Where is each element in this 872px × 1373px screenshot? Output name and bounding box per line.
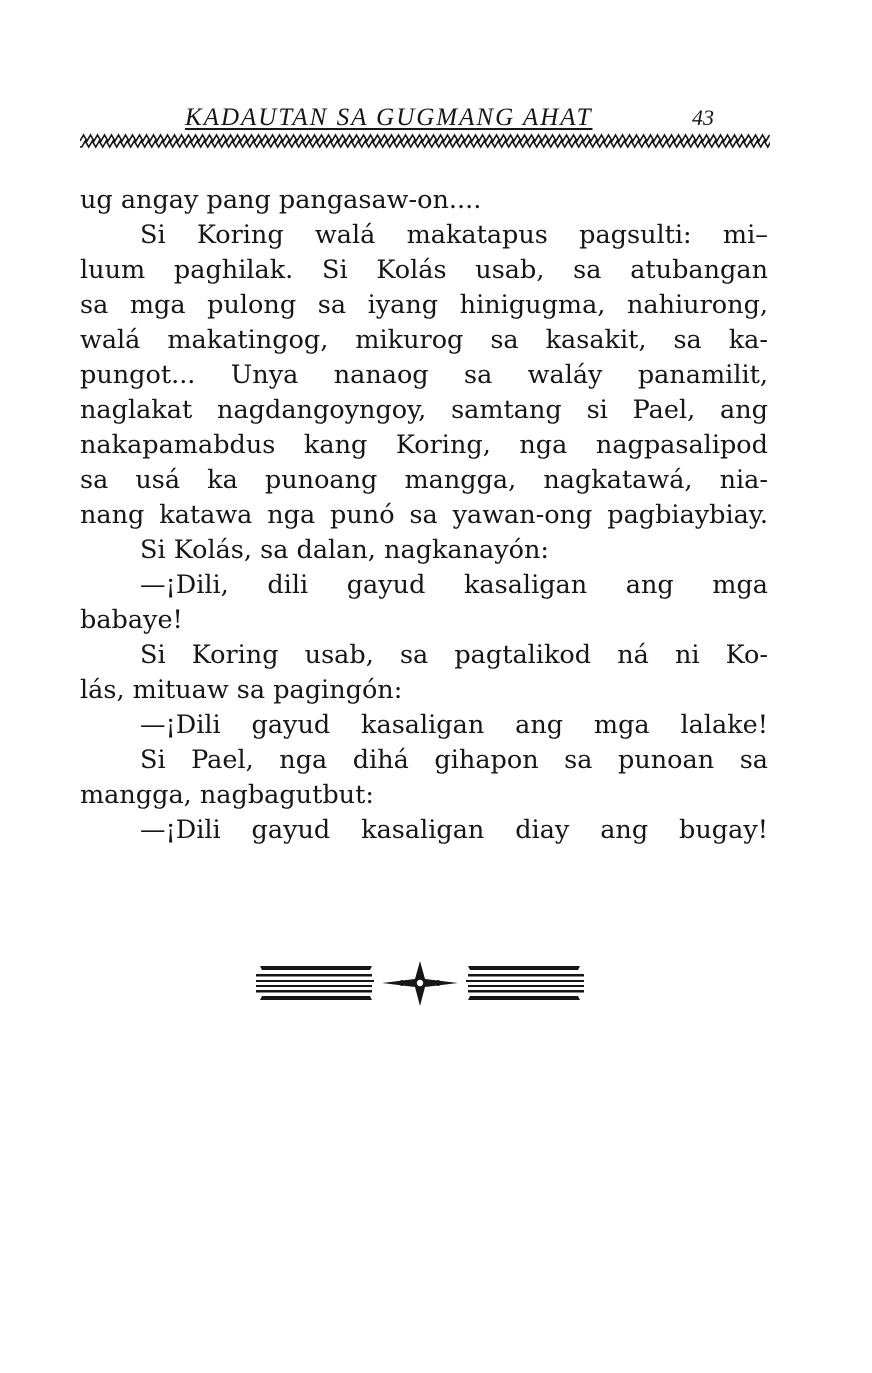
text-line: Si Koring walá makatapus pagsulti: mi– bbox=[140, 220, 768, 250]
text-line: lás, mituaw sa pagingón: bbox=[80, 675, 403, 705]
text-line: —¡Dili gayud kasaligan ang mga lalake! bbox=[140, 710, 768, 740]
text-line: sa mga pulong sa iyang hinigugma, nahiurong, bbox=[80, 290, 768, 320]
text-line: babaye! bbox=[80, 605, 183, 635]
text-line: luum paghilak. Si Kolás usab, sa atubangan bbox=[80, 255, 768, 285]
text-line: ug angay pang pangasaw-on.... bbox=[80, 185, 482, 215]
text-line: Si Koring usab, sa pagtalikod ná ni Ko- bbox=[140, 640, 768, 670]
text-line: —¡Dili gayud kasaligan diay ang bugay! bbox=[140, 815, 768, 845]
text-line: Si Pael, nga dihá gihapon sa punoan sa bbox=[140, 745, 768, 775]
text-line: —¡Dili, dili gayud kasaligan ang mga bbox=[140, 570, 768, 600]
running-title: KADAUTAN SA GUGMANG AHAT bbox=[185, 104, 593, 131]
text-line: nakapamabdus kang Koring, nga nagpasalipod bbox=[80, 430, 768, 460]
text-line: mangga, nagbagutbut: bbox=[80, 780, 374, 810]
end-ornament bbox=[252, 958, 588, 1010]
wavy-rule-divider bbox=[80, 130, 770, 152]
text-line: naglakat nagdangoyngoy, samtang si Pael, ang bbox=[80, 395, 768, 425]
text-line: pungot... Unya nanaog sa waláy panamilit, bbox=[80, 360, 768, 390]
text-line: nang katawa nga punó sa yawan-ong pagbiaybiay. bbox=[80, 500, 768, 530]
page-number: 43 bbox=[692, 105, 714, 130]
text-line: sa usá ka punoang mangga, nagkatawá, nia- bbox=[80, 465, 768, 495]
text-line: walá makatingog, mikurog sa kasakit, sa ka- bbox=[80, 325, 768, 355]
text-line: Si Kolás, sa dalan, nagkanayón: bbox=[140, 535, 550, 565]
body-text bbox=[80, 183, 768, 848]
